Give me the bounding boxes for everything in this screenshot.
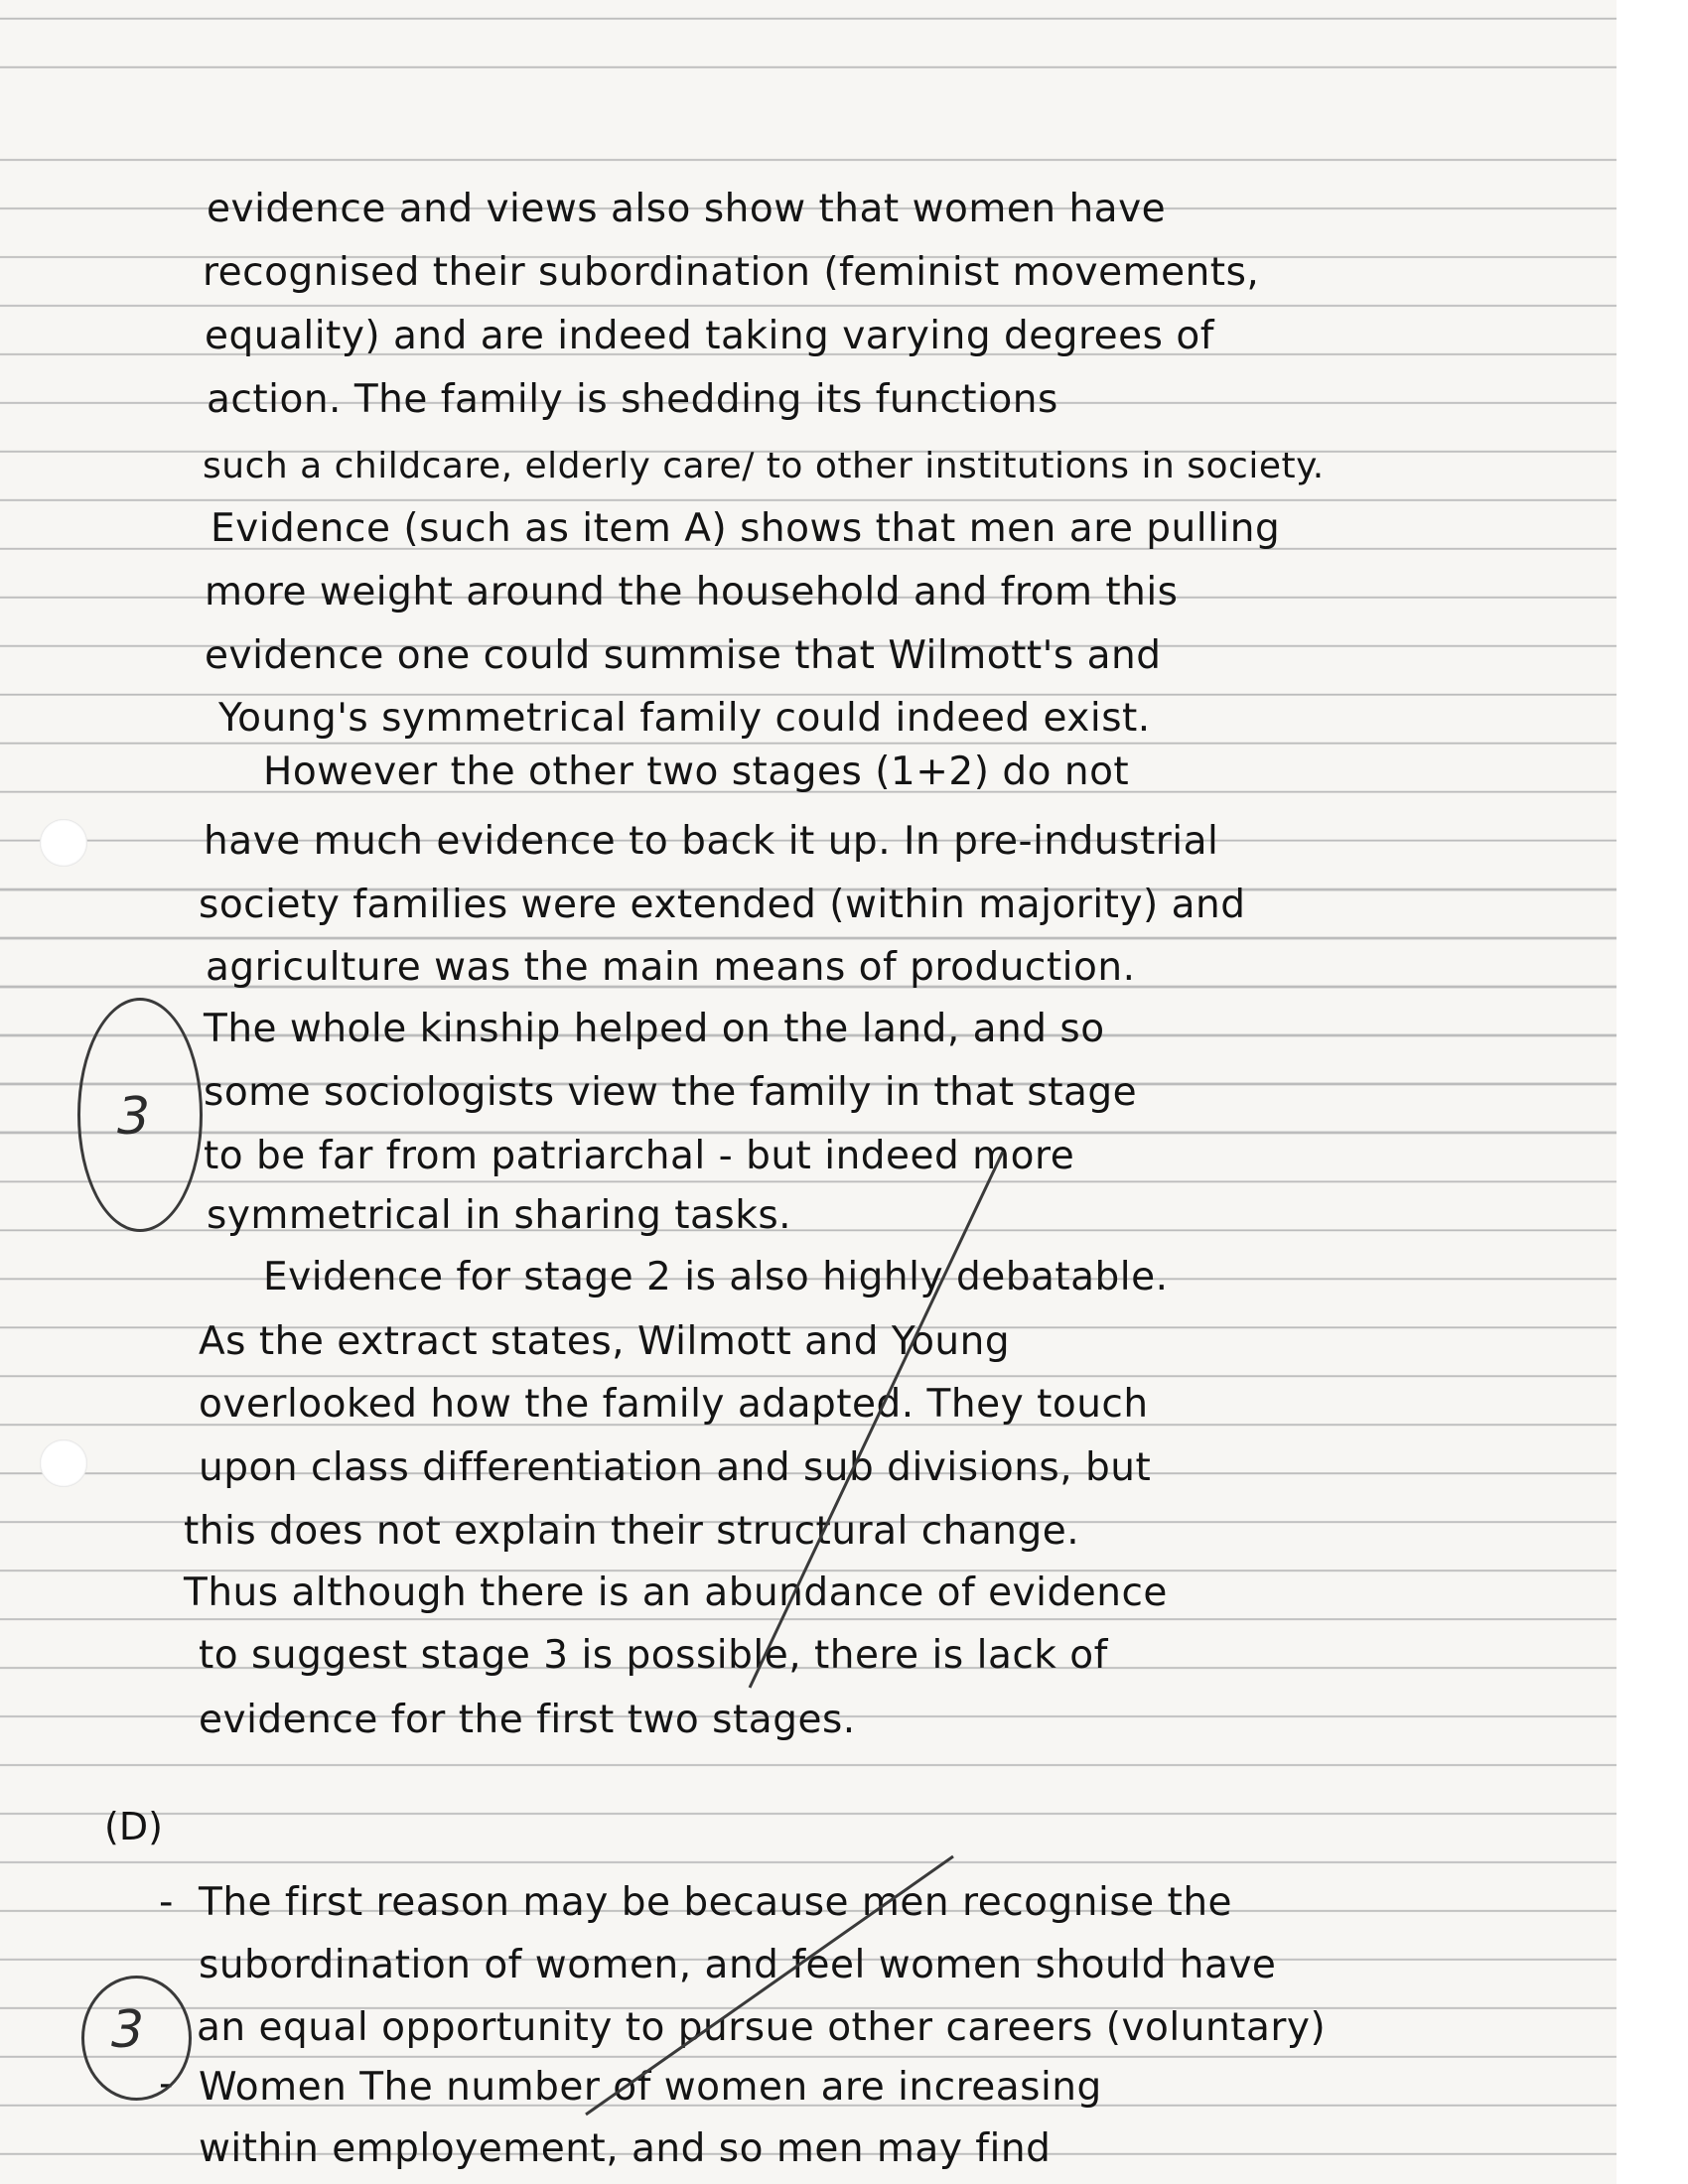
handwritten-line: agriculture was the main means of production. <box>206 945 1136 990</box>
handwritten-line: some sociologists view the family in that stage <box>204 1070 1138 1115</box>
handwritten-line: upon class differentiation and sub divisions, but <box>199 1445 1152 1490</box>
handwritten-line: Thus although there is an abundance of evidence <box>184 1570 1168 1615</box>
scan-background <box>1617 0 1688 2184</box>
handwritten-line: more weight around the household and from this <box>205 570 1179 614</box>
bullet-dash: - <box>159 2061 174 2107</box>
handwritten-line: have much evidence to back it up. In pre-industrial <box>204 819 1219 864</box>
tick-mark <box>586 1856 953 2115</box>
handwritten-line: action. The family is shedding its functions <box>207 377 1058 422</box>
handwritten-line: recognised their subordination (feminist movements, <box>203 250 1260 295</box>
handwritten-line: an equal opportunity to pursue other careers (voluntary) <box>197 2005 1327 2050</box>
handwritten-line: Evidence (such as item A) shows that men are pulling <box>211 506 1281 551</box>
bullet-dash: - <box>159 1879 174 1925</box>
handwritten-line: symmetrical in sharing tasks. <box>207 1193 792 1238</box>
handwritten-line: evidence and views also show that women have <box>207 187 1167 231</box>
handwritten-line: Evidence for stage 2 is also highly debatable. <box>263 1255 1169 1299</box>
handwritten-line: equality) and are indeed taking varying degrees of <box>205 314 1214 358</box>
handwritten-line: Women The number of women are increasing <box>199 2065 1102 2110</box>
handwritten-line: The whole kinship helped on the land, and so <box>204 1007 1105 1051</box>
handwritten-line: overlooked how the family adapted. They touch <box>199 1382 1149 1427</box>
tick-mark <box>750 1152 1003 1688</box>
handwritten-line: As the extract states, Wilmott and Young <box>199 1319 1011 1364</box>
handwritten-line: to suggest stage 3 is possible, there is lack of <box>199 1633 1108 1678</box>
handwritten-line: Young's symmetrical family could indeed exist. <box>218 696 1151 741</box>
handwritten-line: within employement, and so men may find <box>199 2126 1052 2171</box>
score-digit: 3 <box>117 1087 151 1147</box>
handwritten-line: evidence for the first two stages. <box>199 1698 856 1742</box>
section-marker: (D) <box>104 1805 163 1848</box>
handwritten-line: society families were extended (within majority) and <box>199 883 1246 927</box>
handwritten-line: subordination of women, and feel women should have <box>199 1943 1277 1987</box>
handwritten-line: evidence one could summise that Wilmott's and <box>205 633 1162 678</box>
handwritten-line: However the other two stages (1+2) do not <box>263 750 1130 794</box>
score-digit: 3 <box>111 2000 145 2060</box>
handwritten-line: The first reason may be because men recognise the <box>199 1880 1233 1925</box>
handwritten-line: to be far from patriarchal - but indeed more <box>204 1134 1075 1178</box>
handwritten-line: this does not explain their structural change. <box>184 1509 1080 1554</box>
handwritten-line: such a childcare, elderly care/ to other institutions in society. <box>203 446 1325 486</box>
